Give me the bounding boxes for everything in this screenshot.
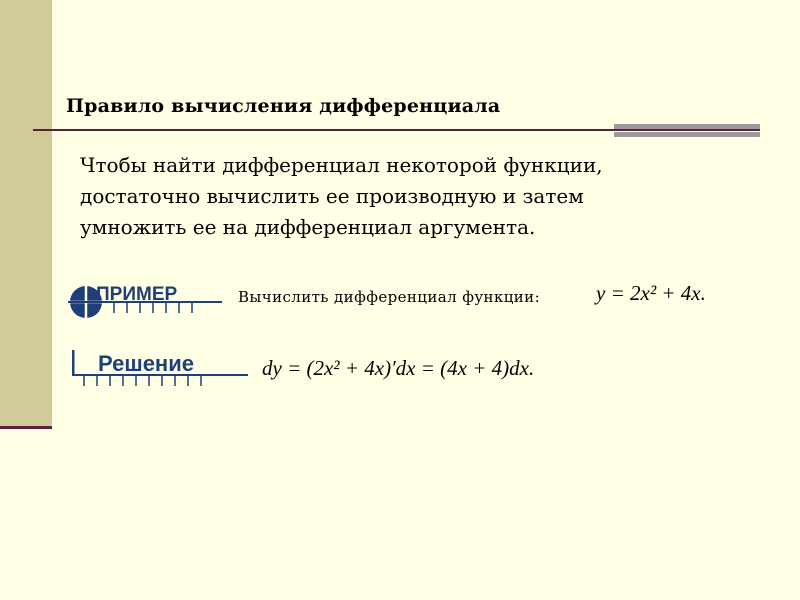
- example-badge: [66, 282, 226, 322]
- sidebar-bottom-rule: [0, 426, 52, 429]
- example-formula: y = 2x² + 4x.: [596, 281, 706, 305]
- solution-badge: [70, 346, 250, 390]
- example-badge-label: ПРИМЕР: [96, 284, 178, 305]
- slide-title: Правило вычисления дифференциала: [66, 95, 501, 117]
- solution-formula: dy = (2x² + 4x)′dx = (4x + 4)dx.: [262, 356, 535, 380]
- example-task-text: Вычислить дифференциал функции:: [238, 288, 541, 306]
- rule-line-3: умножить ее на дифференциал аргумента.: [80, 215, 536, 239]
- rule-line-1: Чтобы найти дифференциал некоторой функции,: [80, 153, 603, 177]
- title-underline: [33, 129, 760, 131]
- title-rule-accent-bottom: [614, 132, 760, 137]
- rule-line-2: достаточно вычислить ее производную и затем: [80, 184, 584, 208]
- left-sidebar: [0, 0, 52, 428]
- solution-badge-label: Решение: [98, 351, 194, 376]
- rule-text: [80, 150, 760, 243]
